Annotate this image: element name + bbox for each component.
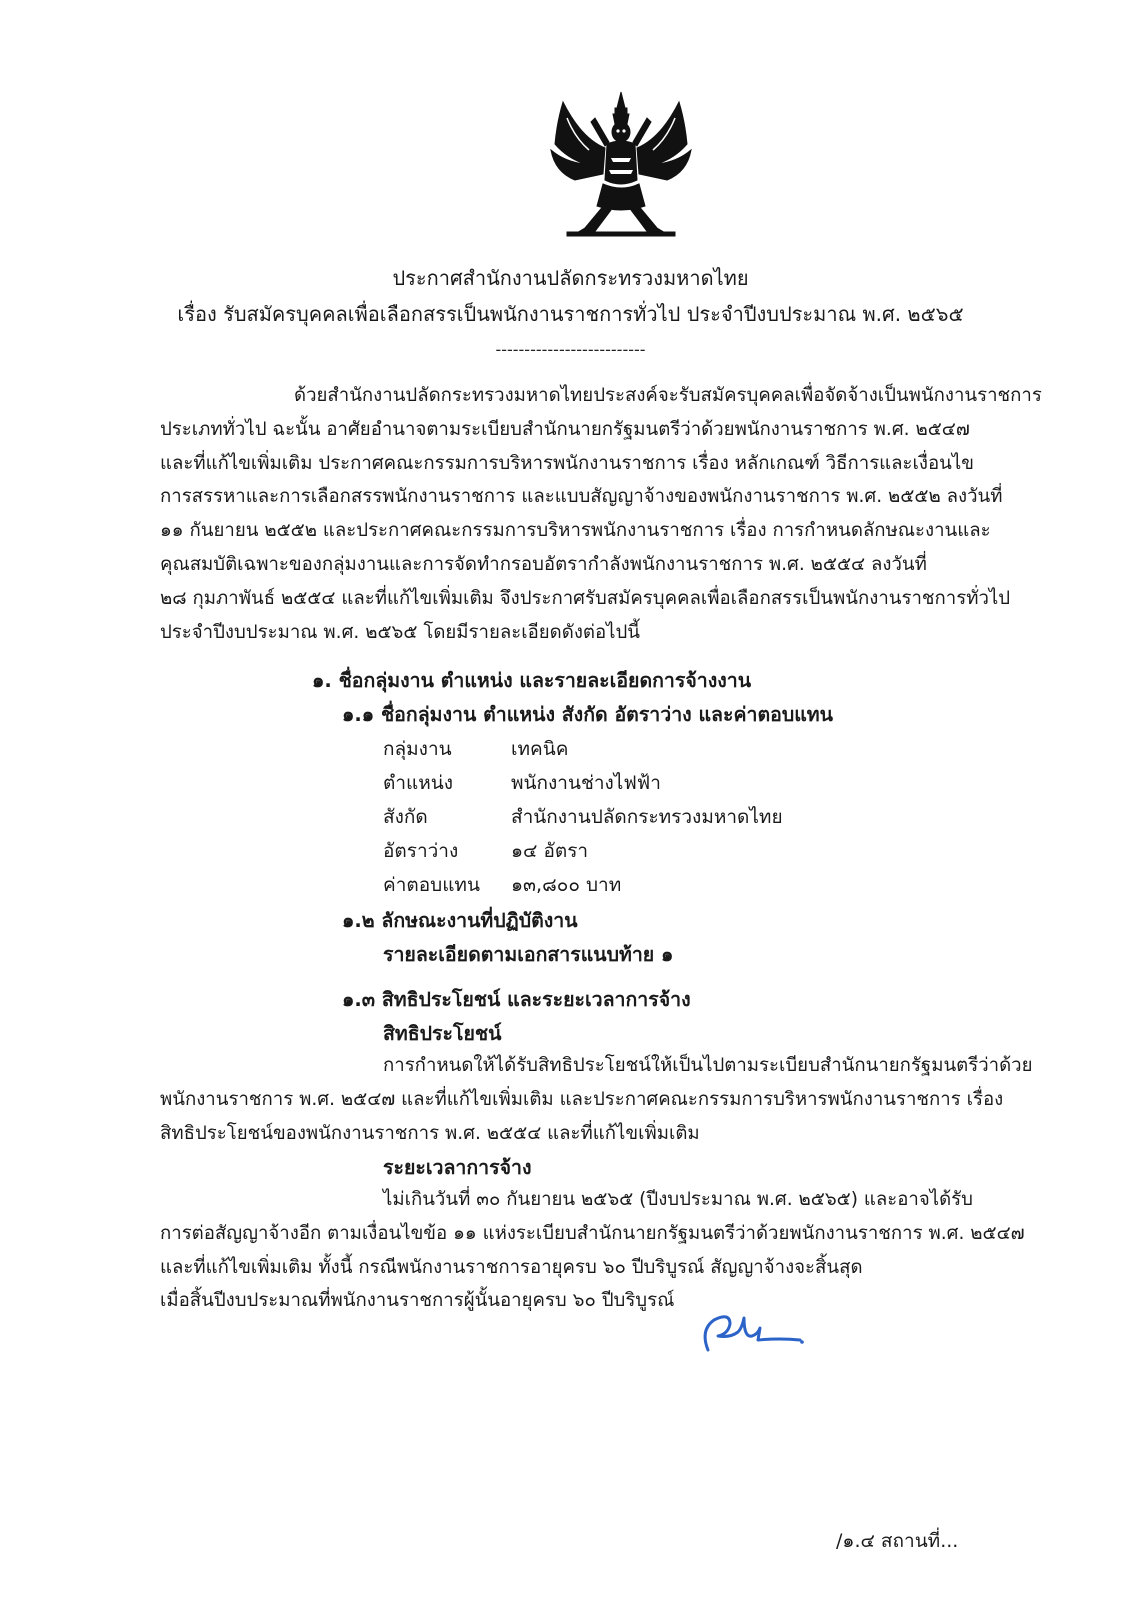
intro-line: ๑๑ กันยายน ๒๕๕๒ และประกาศคณะกรรมการบริหารพนักงานราชการ เรื่อง การกำหนดลักษณะงานและ <box>160 520 991 542</box>
garuda-emblem-icon <box>545 88 697 238</box>
section-1-2-heading: ๑.๒ ลักษณะงานที่ปฏิบัติงาน <box>342 909 578 932</box>
period-line: เมื่อสิ้นปีงบประมาณที่พนักงานราชการผู้นั้นอายุครบ ๖๐ ปีบริบูรณ์ <box>160 1290 675 1312</box>
section-1-1-heading: ๑.๑ ชื่อกลุ่มงาน ตำแหน่ง สังกัด อัตราว่าง และค่าตอบแทน <box>342 703 833 726</box>
detail-value: ๑๓,๘๐๐ บาท <box>511 874 622 896</box>
detail-label: ตำแหน่ง <box>383 772 454 794</box>
detail-label: ค่าตอบแทน <box>383 874 480 896</box>
detail-label: กลุ่มงาน <box>383 738 452 760</box>
period-line: การต่อสัญญาจ้างอีก ตามเงื่อนไขข้อ ๑๑ แห่งระเบียบสำนักนายกรัฐมนตรีว่าด้วยพนักงานราชการ พ.ศ. ๒๕๔๗ <box>160 1222 1025 1244</box>
detail-value: เทคนิค <box>511 738 569 760</box>
benefits-line: สิทธิประโยชน์ของพนักงานราชการ พ.ศ. ๒๕๕๔ และที่แก้ไขเพิ่มเติม <box>160 1122 700 1144</box>
intro-paragraph <box>160 379 1042 649</box>
intro-line: การสรรหาและการเลือกสรรพนักงานราชการ และแบบสัญญาจ้างของพนักงานราชการ พ.ศ. ๒๕๕๒ ลงวันที่ <box>160 486 1003 508</box>
detail-label: สังกัด <box>383 806 428 828</box>
detail-value: สำนักงานปลัดกระทรวงมหาดไทย <box>511 806 783 828</box>
benefits-line: การกำหนดให้ได้รับสิทธิประโยชน์ให้เป็นไปตามระเบียบสำนักนายกรัฐมนตรีว่าด้วย <box>383 1055 1033 1076</box>
signature-icon <box>700 1310 805 1352</box>
period-line: และที่แก้ไขเพิ่มเติม ทั้งนี้ กรณีพนักงานราชการอายุครบ ๖๐ ปีบริบูรณ์ สัญญาจ้างจะสิ้นสุด <box>160 1256 863 1278</box>
benefits-line: พนักงานราชการ พ.ศ. ๒๕๔๗ และที่แก้ไขเพิ่มเติม และประกาศคณะกรรมการบริหารพนักงานราชการ เรื่อง <box>160 1088 1004 1110</box>
intro-line: คุณสมบัติเฉพาะของกลุ่มงานและการจัดทำกรอบอัตรากำลังพนักงานราชการ พ.ศ. ๒๕๕๔ ลงวันที่ <box>160 553 927 575</box>
title-separator: -------------------------- <box>495 340 646 359</box>
detail-value: พนักงานช่างไฟฟ้า <box>511 772 661 794</box>
period-paragraph <box>160 1183 1042 1318</box>
announcement-subject: เรื่อง รับสมัครบุคคลเพื่อเลือกสรรเป็นพนักงานราชการทั่วไป ประจำปีงบประมาณ พ.ศ. ๒๕๖๕ <box>177 302 964 326</box>
section-1-2-detail: รายละเอียดตามเอกสารแนบท้าย ๑ <box>383 943 674 966</box>
detail-label: อัตราว่าง <box>383 840 459 862</box>
section-1-3-heading: ๑.๓ สิทธิประโยชน์ และระยะเวลาการจ้าง <box>342 988 691 1011</box>
period-heading: ระยะเวลาการจ้าง <box>383 1156 532 1179</box>
benefits-paragraph <box>160 1049 1042 1150</box>
intro-line: ประจำปีงบประมาณ พ.ศ. ๒๕๖๕ โดยมีรายละเอียดดังต่อไปนี้ <box>160 621 641 643</box>
period-line: ไม่เกินวันที่ ๓๐ กันยายน ๒๕๖๕ (ปีงบประมาณ พ.ศ. ๒๕๖๕) และอาจได้รับ <box>383 1189 973 1210</box>
intro-line: ประเภททั่วไป ฉะนั้น อาศัยอำนาจตามระเบียบสำนักนายกรัฐมนตรีว่าด้วยพนักงานราชการ พ.ศ. ๒๕๔๗ <box>160 418 970 440</box>
detail-value: ๑๔ อัตรา <box>511 840 589 862</box>
continuation-marker: /๑.๔ สถานที่... <box>836 1530 959 1552</box>
benefits-heading: สิทธิประโยชน์ <box>383 1022 502 1045</box>
intro-line: และที่แก้ไขเพิ่มเติม ประกาศคณะกรรมการบริหารพนักงานราชการ เรื่อง หลักเกณฑ์ วิธีการและเงื่อนไข <box>160 452 974 474</box>
intro-line: ๒๘ กุมภาพันธ์ ๒๕๕๔ และที่แก้ไขเพิ่มเติม จึงประกาศรับสมัครบุคคลเพื่อเลือกสรรเป็นพนักงานราชการทั่วไป <box>160 587 1011 609</box>
announcement-title: ประกาศสำนักงานปลัดกระทรวงมหาดไทย <box>392 266 749 290</box>
section-1-heading: ๑. ชื่อกลุ่มงาน ตำแหน่ง และรายละเอียดการจ้างงาน <box>312 669 752 692</box>
intro-line: ด้วยสำนักงานปลัดกระทรวงมหาดไทยประสงค์จะรับสมัครบุคคลเพื่อจัดจ้างเป็นพนักงานราชการ <box>294 385 1042 406</box>
